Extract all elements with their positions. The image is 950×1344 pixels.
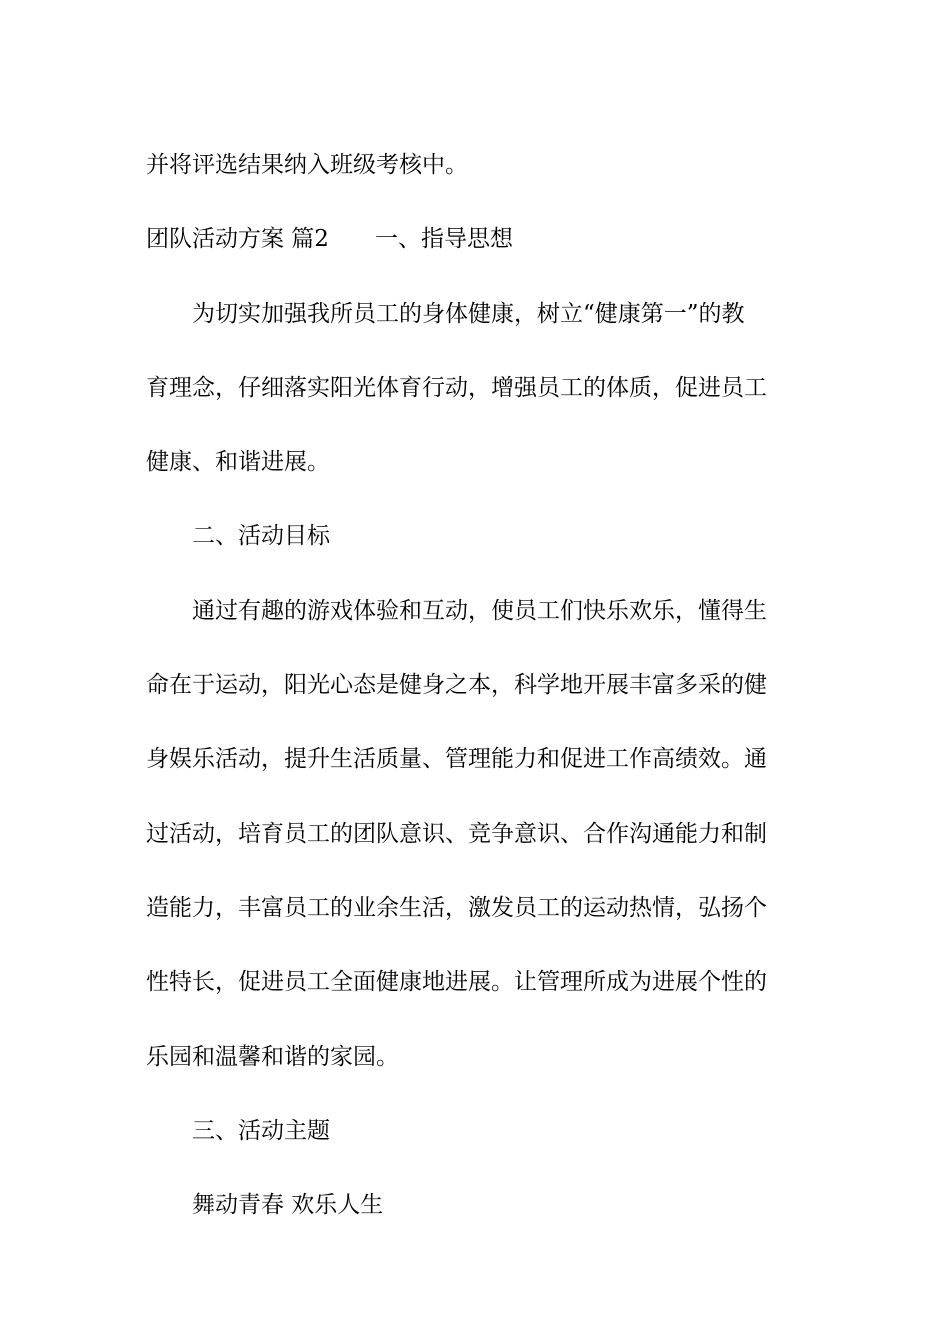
document-title: 团队活动方案 篇2: [146, 226, 329, 253]
paragraph-line: 并将评选结果纳入班级考核中。: [146, 152, 468, 178]
heading-guiding-ideology: 一、指导思想: [374, 226, 513, 253]
paragraph-line: 乐园和温馨和谐的家园。: [146, 1043, 399, 1070]
section-heading-line: [146, 202, 806, 276]
heading-activity-goals: 二、活动目标: [192, 523, 330, 550]
paragraph-line: 健康、和谐进展。: [146, 449, 330, 476]
paragraph-line: 育理念，仔细落实阳光体育行动，增强员工的体质，促进员工: [146, 374, 767, 401]
paragraph-line: 通过有趣的游戏体验和互动，使员工们快乐欢乐，懂得生: [192, 597, 767, 624]
heading-activity-theme: 三、活动主题: [192, 1117, 330, 1144]
paragraph-line: 身娱乐活动，提升生活质量、管理能力和促进工作高绩效。通: [146, 746, 767, 773]
paragraph-line: 性特长，促进员工全面健康地进展。让管理所成为进展个性的: [146, 969, 767, 996]
paragraph-line: 为切实加强我所员工的身体健康，树立“健康第一”的教: [192, 300, 745, 327]
document-page: [146, 128, 806, 1242]
activity-theme-text: 舞动青春 欢乐人生: [192, 1192, 384, 1219]
paragraph-line: 造能力，丰富员工的业余生活，激发员工的运动热情，弘扬个: [146, 894, 767, 921]
paragraph-line: 过活动，培育员工的团队意识、竞争意识、合作沟通能力和制: [146, 820, 767, 847]
paragraph-line: 命在于运动，阳光心态是健身之本，科学地开展丰富多采的健: [146, 672, 767, 699]
